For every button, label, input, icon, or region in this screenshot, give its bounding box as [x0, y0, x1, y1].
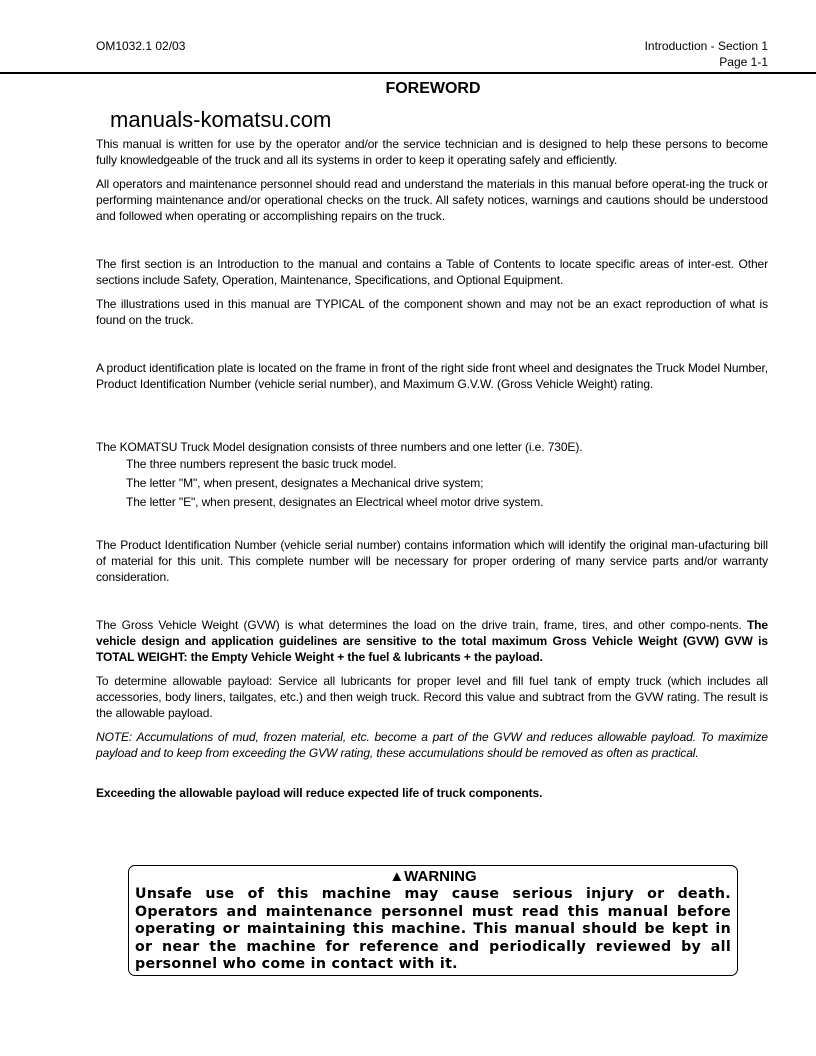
warning-body: Unsafe use of this machine may cause serious injury or death. Operators and maintenance personnel must read this manual before operating or maintaining this machine. This manual should be kept in or near the machine for reference and periodically reviewed by all personnel who come in contact with it. [135, 886, 731, 972]
paragraph-sections: The first section is an Introduction to the manual and contains a Table of Contents to locate specific areas of inter-est. Other sections include Safety, Operation, Maintenance, Specifications, and Optional Equipment. [96, 257, 768, 287]
warning-triangle-icon: ▲ [389, 868, 405, 885]
model-item: The letter "E", when present, designates an Electrical wheel motor drive system. [126, 495, 544, 509]
model-designation-intro: The KOMATSU Truck Model designation consists of three numbers and one letter (i.e. 730E). [96, 440, 583, 454]
page-number: Page 1-1 [719, 55, 768, 69]
paragraph-serial-number: The Product Identification Number (vehicle serial number) contains information which will identify the original man-ufacturing bill of material for this unit. This complete number will be necessary for proper ordering of many service parts and/or warranty consideration. [96, 538, 768, 584]
paragraph-purpose: This manual is written for use by the operator and/or the service technician and is designed to help these persons to become fully knowledgeable of the truck and all its systems in order to keep it operating safely and efficiently. [96, 137, 768, 167]
gvw-text: The Gross Vehicle Weight (GVW) is what determines the load on the drive train, frame, tires, and other compo-nents. [96, 618, 747, 632]
paragraph-illustrations: The illustrations used in this manual are TYPICAL of the component shown and may not be an exact reproduction of what is found on the truck. [96, 297, 768, 327]
paragraph-read-manual: All operators and maintenance personnel should read and understand the materials in this manual before operat-ing the truck or performing maintenance and/or operational checks on the truck. All safety notices, warnings and cautions should be understood and followed when operating or accomplishing repairs on the truck. [96, 177, 768, 223]
paragraph-payload: To determine allowable payload: Service all lubricants for proper level and fill fuel tank of empty truck (which includes all accessories, body liners, tailgates, etc.) and then weigh truck. Record this value and subtract from the GVW rating. The result is the allowable payload. [96, 674, 768, 720]
document-id: OM1032.1 02/03 [96, 39, 186, 53]
paragraph-id-plate: A product identification plate is located on the frame in front of the right side front wheel and designates the Truck Model Number, Product Identification Number (vehicle serial number), and Maximum G.V.W. (Gross Vehicle Weight) rating. [96, 361, 768, 391]
payload-warning: Exceeding the allowable payload will reduce expected life of truck components. [96, 786, 543, 800]
note: NOTE: Accumulations of mud, frozen material, etc. become a part of the GVW and reduces allowable payload. To maximize payload and to keep from exceeding the GVW rating, these accumulations should be removed as often as practical. [96, 730, 768, 760]
warning-title [129, 867, 737, 886]
section-label: Introduction - Section 1 [644, 39, 768, 53]
warning-box [128, 865, 738, 976]
paragraph-gvw [96, 617, 768, 665]
gvw-emphasis: The vehicle design and application guidelines are sensitive to the total maximum Gross Vehicle Weight (GVW) GVW is TOTAL WEIGHT: the Empty Vehicle Weight + the fuel & lubricants + the payload. [96, 618, 768, 664]
paragraph-model-designation [96, 439, 768, 512]
page-title: FOREWORD [385, 80, 481, 97]
watermark: manuals-komatsu.com [110, 107, 332, 132]
warning-title-text: WARNING [404, 868, 477, 885]
model-item: The letter "M", when present, designates a Mechanical drive system; [126, 476, 484, 490]
header-divider [0, 72, 816, 74]
model-item: The three numbers represent the basic truck model. [126, 457, 397, 471]
